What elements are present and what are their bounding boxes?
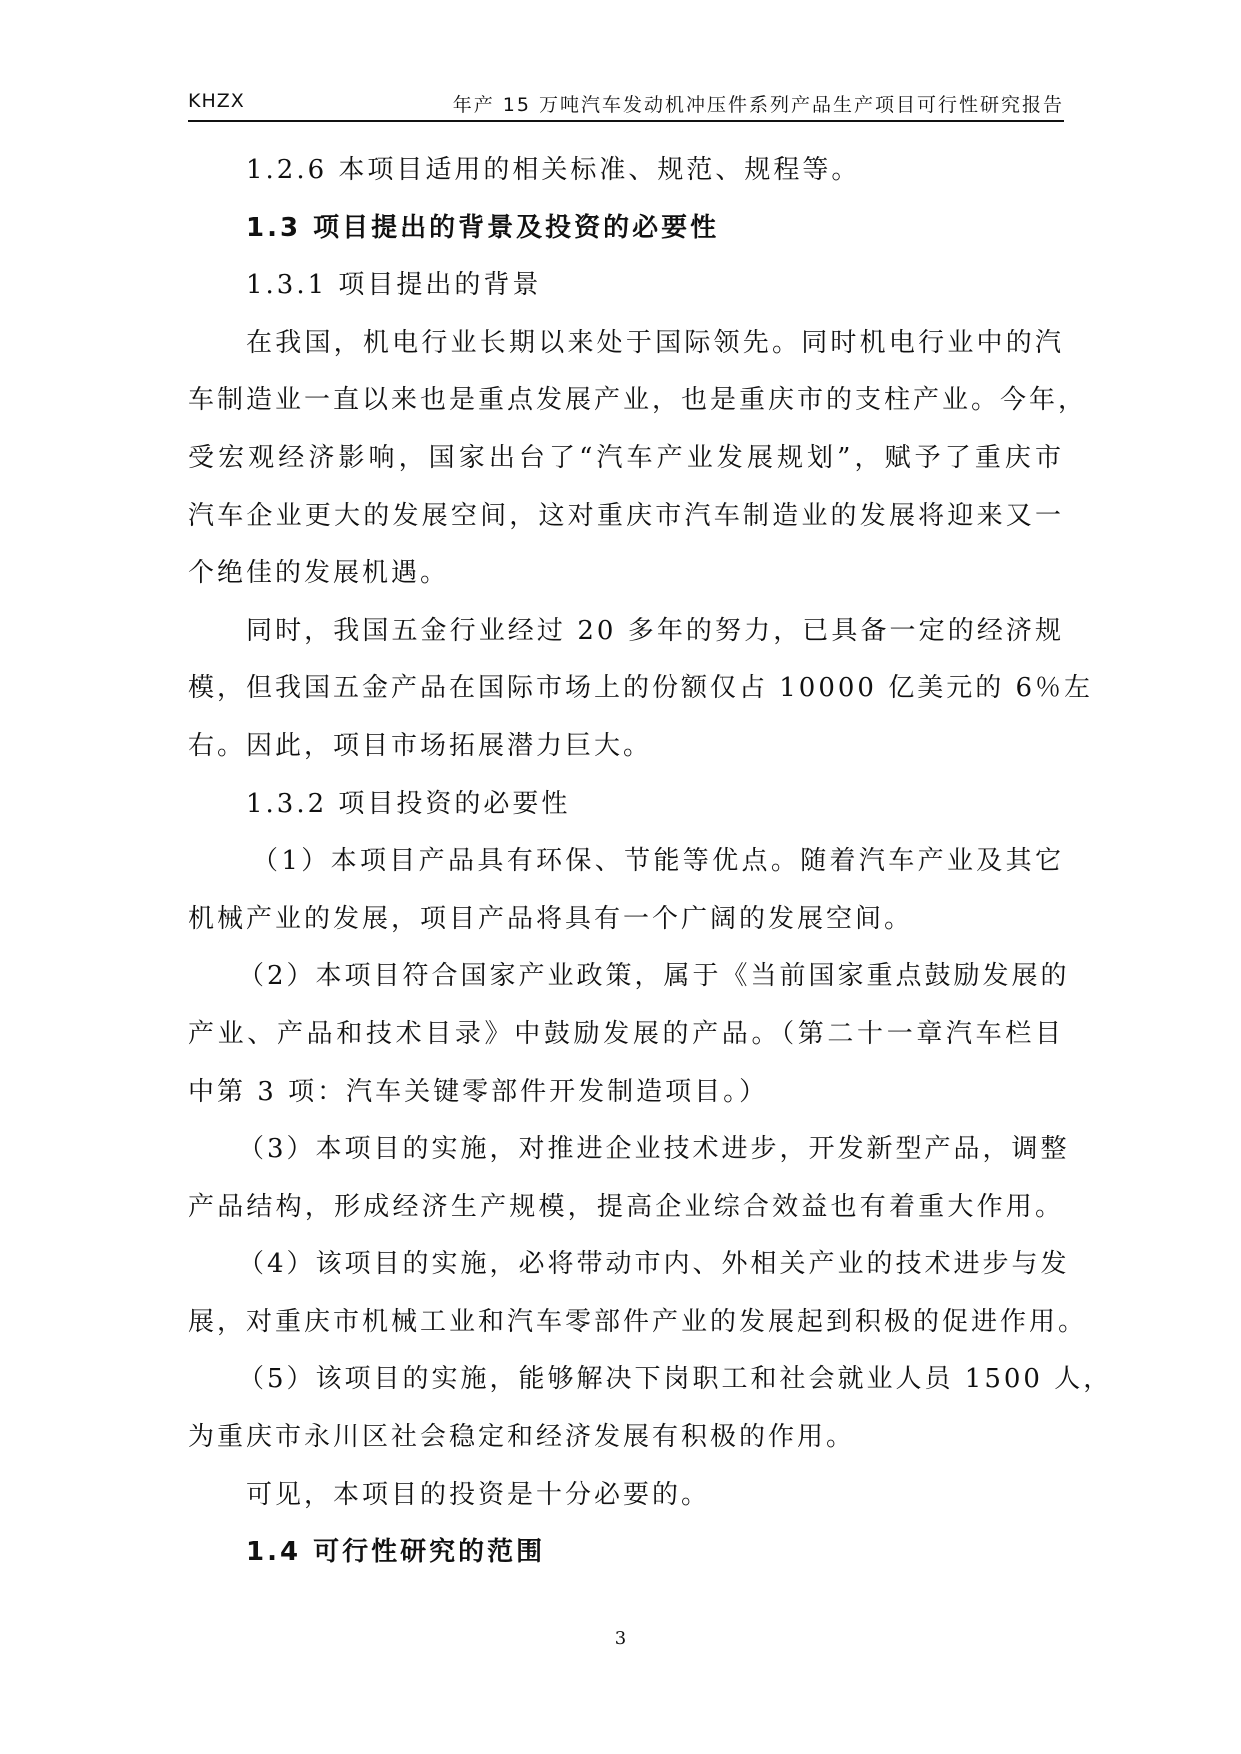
item-5-line-2: 为重庆市永川区社会稳定和经济发展有积极的作用。 bbox=[188, 1422, 856, 1453]
section-heading-1-4: 1.4 可行性研究的范围 bbox=[246, 1537, 546, 1568]
section-heading-1-3: 1.3 项目提出的背景及投资的必要性 bbox=[246, 212, 720, 243]
item-2-line-2: 产业、产品和技术目录》中鼓励发展的产品。（第二十一章汽车栏目 bbox=[188, 1018, 1064, 1049]
paragraph-background-line-4: 汽车企业更大的发展空间，这对重庆市汽车制造业的发展将迎来又一 bbox=[188, 500, 1064, 531]
paragraph-hardware-line-3: 右。因此，项目市场拓展潜力巨大。 bbox=[188, 730, 653, 761]
item-5-line-1: （5）该项目的实施，能够解决下岗职工和社会就业人员 1500 人， bbox=[238, 1364, 1113, 1395]
item-4-line-1: （4）该项目的实施，必将带动市内、外相关产业的技术进步与发 bbox=[238, 1249, 1070, 1280]
item-4-line-2: 展，对重庆市机械工业和汽车零部件产业的发展起到积极的促进作用。 bbox=[188, 1306, 1088, 1337]
item-1-line-2: 机械产业的发展，项目产品将具有一个广阔的发展空间。 bbox=[188, 903, 914, 934]
paragraph-background-line-3: 受宏观经济影响，国家出台了“汽车产业发展规划”，赋予了重庆市 bbox=[188, 442, 1064, 473]
subsection-heading-1-3-2: 1.3.2 项目投资的必要性 bbox=[246, 788, 571, 819]
page-header bbox=[188, 86, 1064, 122]
document-body bbox=[188, 142, 1113, 1582]
paragraph-background-line-2: 车制造业一直以来也是重点发展产业，也是重庆市的支柱产业。今年， bbox=[188, 385, 1088, 416]
conclusion-paragraph: 可见，本项目的投资是十分必要的。 bbox=[246, 1479, 711, 1510]
item-1-line-1: （1）本项目产品具有环保、节能等优点。随着汽车产业及其它 bbox=[252, 846, 1064, 877]
header-title: 年产 15 万吨汽车发动机冲压件系列产品生产项目可行性研究报告 bbox=[452, 94, 1064, 116]
paragraph-background-line-1: 在我国，机电行业长期以来处于国际领先。同时机电行业中的汽 bbox=[246, 327, 1064, 358]
header-code: KHZX bbox=[188, 90, 245, 112]
paragraph-background-line-5: 个绝佳的发展机遇。 bbox=[188, 558, 450, 589]
paragraph-1-2-6: 1.2.6 本项目适用的相关标准、规范、规程等。 bbox=[246, 155, 861, 185]
item-2-line-3: 中第 3 项：汽车关键零部件开发制造项目。） bbox=[188, 1076, 769, 1107]
item-3-line-2: 产品结构，形成经济生产规模，提高企业综合效益也有着重大作用。 bbox=[188, 1191, 1064, 1222]
item-2-line-1: （2）本项目符合国家产业政策，属于《当前国家重点鼓励发展的 bbox=[238, 961, 1070, 992]
paragraph-hardware-line-1: 同时，我国五金行业经过 20 多年的努力，已具备一定的经济规 bbox=[246, 615, 1064, 646]
paragraph-hardware-line-2: 模，但我国五金产品在国际市场上的份额仅占 10000 亿美元的 6％左 bbox=[188, 673, 1094, 704]
page-number: 3 bbox=[614, 1628, 627, 1649]
item-3-line-1: （3）本项目的实施，对推进企业技术进步，开发新型产品，调整 bbox=[238, 1134, 1070, 1165]
subsection-heading-1-3-1: 1.3.1 项目提出的背景 bbox=[246, 270, 542, 301]
